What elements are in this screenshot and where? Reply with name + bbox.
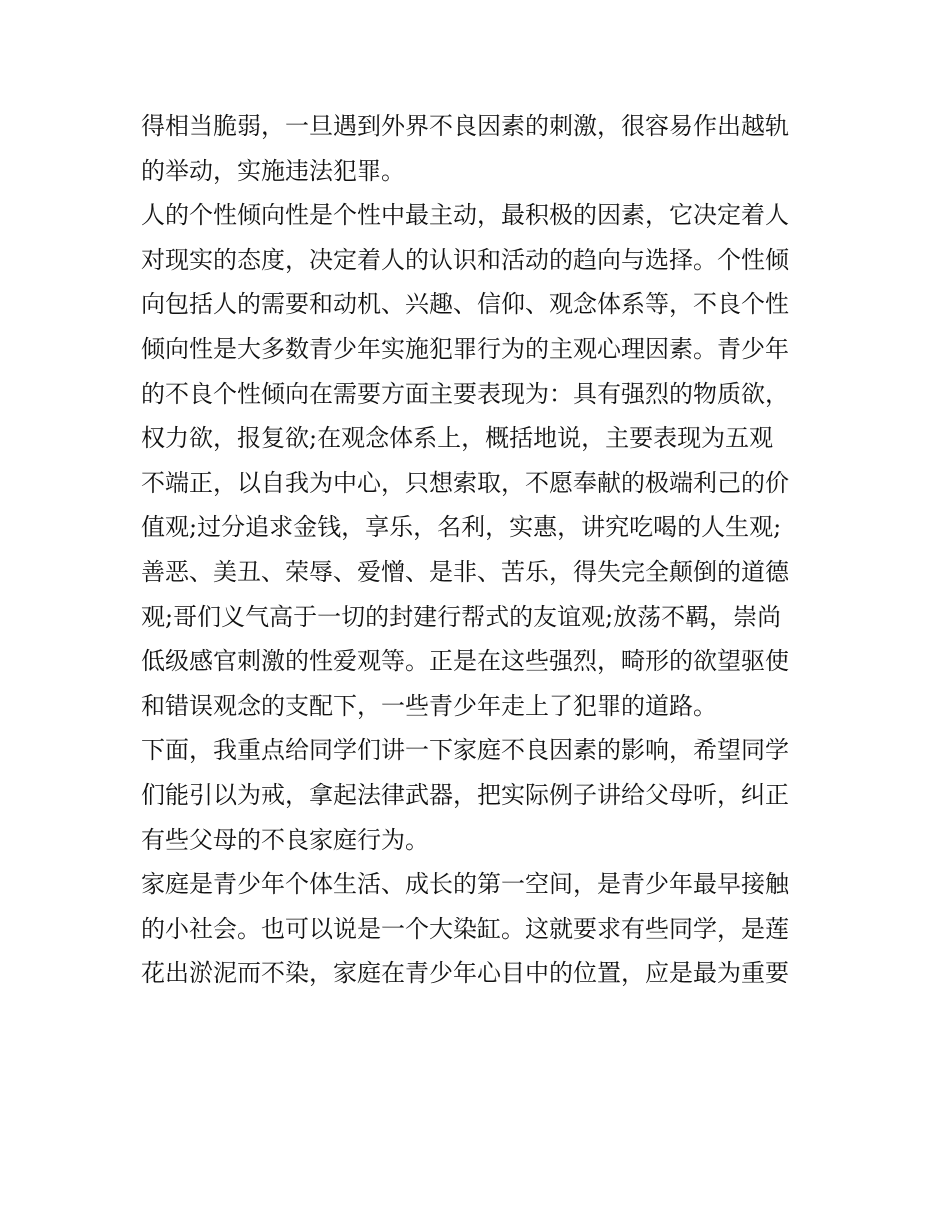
document-body-text <box>141 104 821 996</box>
text-line: 倾向性是大多数青少年实施犯罪行为的主观心理因素。青少年 <box>141 334 789 363</box>
text-line: 权力欲，报复欲;在观念体系上，概括地说，主要表现为五观 <box>141 424 774 453</box>
text-line: 值观;过分追求金钱，享乐，名利，实惠，讲究吃喝的人生观; <box>141 513 782 542</box>
text-line: 向包括人的需要和动机、兴趣、信仰、观念体系等，不良个性 <box>141 290 789 319</box>
text-line: 不端正，以自我为中心，只想索取，不愿奉献的极端利己的价 <box>141 468 789 497</box>
text-line: 观;哥们义气高于一切的封建行帮式的友谊观;放荡不羁，崇尚 <box>141 602 782 631</box>
text-line: 善恶、美丑、荣辱、爱憎、是非、苦乐，得失完全颠倒的道德 <box>141 557 789 586</box>
text-line: 低级感官刺激的性爱观等。正是在这些强烈，畸形的欲望驱使 <box>141 647 789 676</box>
text-line: 得相当脆弱，一旦遇到外界不良因素的刺激，很容易作出越轨 <box>141 112 789 140</box>
text-line: 和错误观念的支配下，一些青少年走上了犯罪的道路。 <box>141 691 717 720</box>
text-line: 的不良个性倾向在需要方面主要表现为：具有强烈的物质欲， <box>141 379 789 408</box>
text-line: 花出淤泥而不染，家庭在青少年心目中的位置，应是最为重要 <box>141 959 789 988</box>
text-line: 对现实的态度，决定着人的认识和活动的趋向与选择。个性倾 <box>141 245 789 274</box>
text-line: 的小社会。也可以说是一个大染缸。这就要求有些同学，是莲 <box>141 914 789 943</box>
text-line: 家庭是青少年个体生活、成长的第一空间，是青少年最早接触 <box>141 870 789 899</box>
text-line: 人的个性倾向性是个性中最主动，最积极的因素，它决定着人 <box>141 201 789 230</box>
text-line: 有些父母的不良家庭行为。 <box>141 825 429 854</box>
text-line: 下面，我重点给同学们讲一下家庭不良因素的影响，希望同学 <box>141 736 789 765</box>
text-line: 的举动，实施违法犯罪。 <box>141 156 405 185</box>
text-line: 们能引以为戒，拿起法律武器，把实际例子讲给父母听，纠正 <box>141 780 789 809</box>
